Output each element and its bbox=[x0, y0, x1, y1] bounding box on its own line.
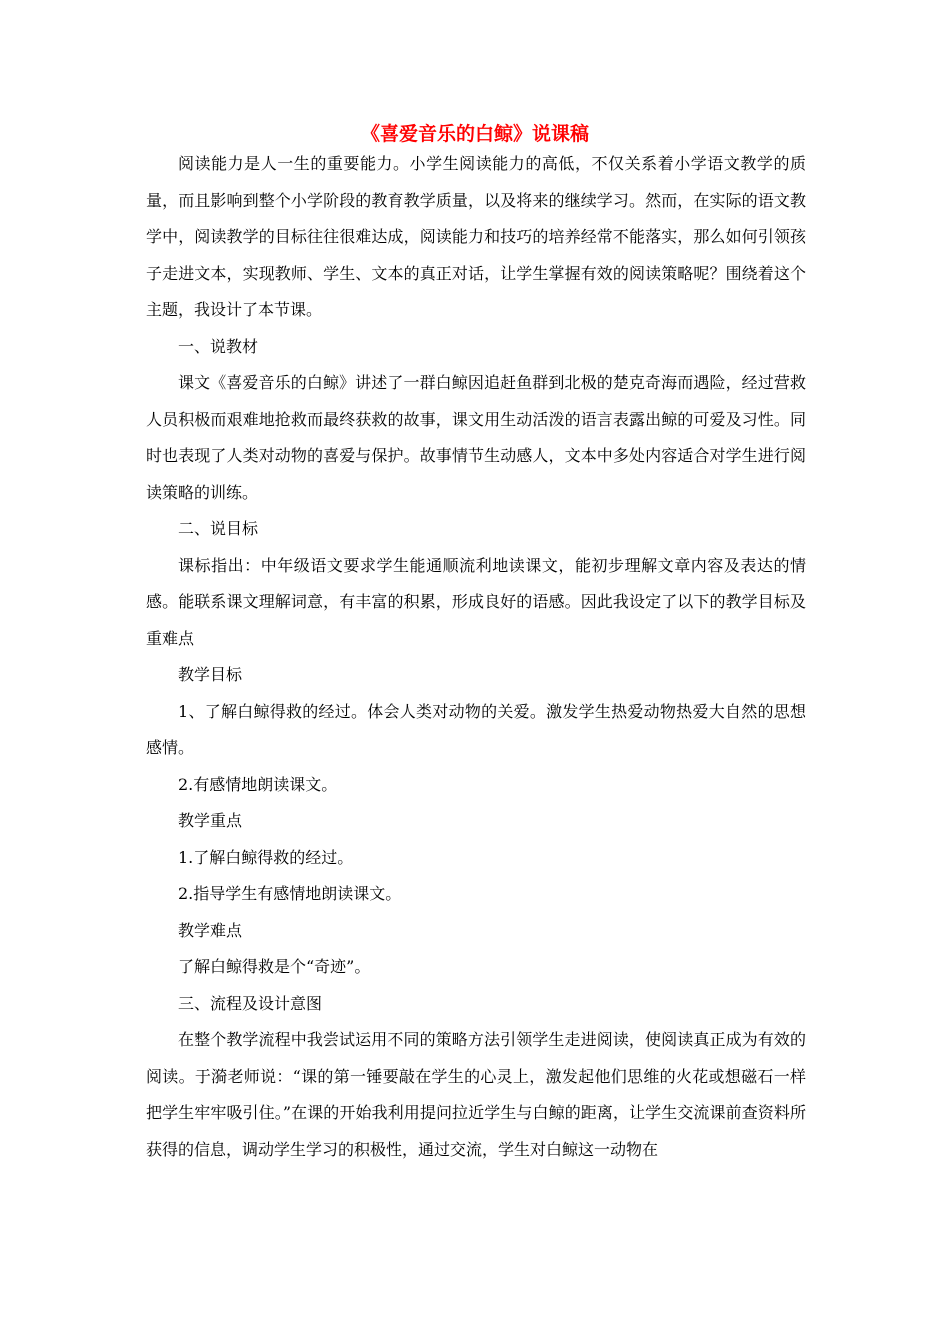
subheading-difficulty: 教学难点 bbox=[178, 920, 243, 940]
subheading-key-points: 教学重点 bbox=[178, 811, 243, 830]
section-heading-goals: 二、说目标 bbox=[178, 519, 259, 538]
subheading-teaching-goals: 教学目标 bbox=[178, 665, 243, 684]
section-heading-process: 三、流程及设计意图 bbox=[178, 993, 323, 1013]
paragraph-goals: 课标指出：中年级语文要求学生能通顺流利地读课文，能初步理解文章内容及表达的情感。能联系课文理解词意，有丰富的积累，形成良好的语感。因此我设定了以下的教学目标及重难点 bbox=[146, 555, 806, 648]
key-point-2: 2.指导学生有感情地朗读课文。 bbox=[178, 884, 402, 903]
document-title: 《喜爱音乐的白鲸》说课稿 bbox=[360, 123, 589, 145]
key-point-1: 1.了解白鲸得救的经过。 bbox=[178, 847, 354, 867]
goal-item-1: 1、了解白鲸得救的经过。体会人类对动物的关爱。激发学生热爱动物热爱大自然的思想感情。 bbox=[146, 701, 806, 757]
goal-item-2: 2.有感情地朗读课文。 bbox=[178, 774, 338, 794]
paragraph-intro: 阅读能力是人一生的重要能力。小学生阅读能力的高低，不仅关系着小学语文教学的质量，而且影响到整个小学阶段的教育教学质量，以及将来的继续学习。然而，在实际的语文教学中，阅读教学的目标往往很难达成，阅读能力和技巧的培养经常不能落实，那么如何引领孩子走进文本，实现教师、学生、文本的真正对话，让学生掌握有效的阅读策略呢？围绕着这个主题，我设计了本节课。 bbox=[146, 154, 806, 319]
difficulty-item: 了解白鲸得救是个“奇迹”。 bbox=[178, 957, 371, 976]
paragraph-process: 在整个教学流程中我尝试运用不同的策略方法引领学生走进阅读，使阅读真正成为有效的阅读。于漪老师说：“课的第一锤要敲在学生的心灵上，激发起他们思维的火花或想磁石一样把学生牢牢吸引住。”在课的开始我利用提问拉近学生与白鲸的距离，让学生交流课前查资料所获得的信息，调动学生学习的积极性，通过交流，学生对白鲸这一动物在 bbox=[146, 1030, 806, 1159]
section-heading-textbook: 一、说教材 bbox=[178, 336, 259, 356]
document-body bbox=[146, 146, 806, 1168]
paragraph-textbook: 课文《喜爱音乐的白鲸》讲述了一群白鲸因追赶鱼群到北极的楚克奇海而遇险，经过营救人员积极而艰难地抢救而最终获救的故事，课文用生动活泼的语言表露出鲸的可爱及习性。同时也表现了人类对动物的喜爱与保护。故事情节生动感人，文本中多处内容适合对学生进行阅读策略的训练。 bbox=[146, 373, 806, 502]
